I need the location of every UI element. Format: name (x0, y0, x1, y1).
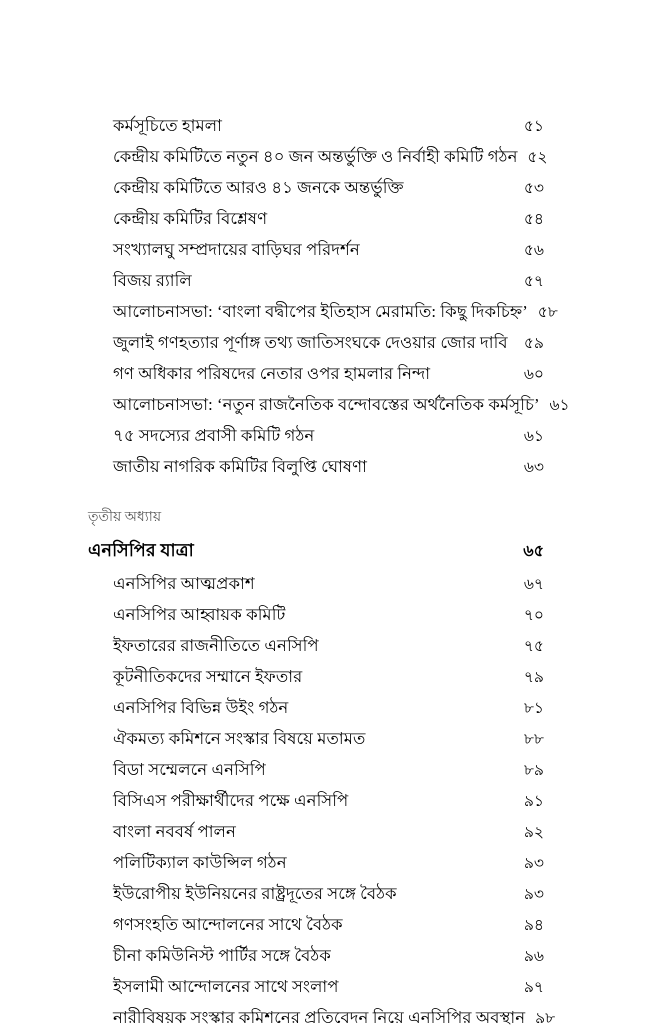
toc-entry-page-number: ৭৯ (523, 669, 544, 686)
toc-entry-title: কেন্দ্রীয় কমিটিতে আরও ৪১ জনকে অন্তর্ভুক্তি (113, 178, 404, 197)
toc-entry-row[interactable] (88, 630, 638, 661)
toc-entry-page-number: ৯৩ (523, 855, 544, 872)
toc-entry-title: গণসংহতি আন্দোলনের সাথে বৈঠক (113, 915, 343, 934)
toc-entry-title: ইউরোপীয় ইউনিয়নের রাষ্ট্রদূতের সঙ্গে বৈঠক (113, 884, 397, 903)
toc-entry-title: ইসলামী আন্দোলনের সাথে সংলাপ (113, 977, 339, 996)
toc-entry-row[interactable] (88, 234, 638, 265)
toc-entry-row[interactable] (88, 203, 638, 234)
toc-entry-page-number: ৯৭ (523, 979, 544, 996)
toc-entry-page-number: ৮১ (523, 700, 544, 717)
toc-entry-page-number: ৬১ (549, 397, 570, 414)
toc-entry-title: এনসিপির আহ্বায়ক কমিটি (113, 605, 286, 624)
toc-entry-page-number: ৫৩ (523, 180, 544, 197)
toc-entry-title: ঐকমত্য কমিশনে সংস্কার বিষয়ে মতামত (113, 729, 366, 748)
toc-entry-title: বিডা সম্মেলনে এনসিপি (113, 760, 266, 779)
toc-entry-row[interactable] (88, 878, 638, 909)
toc-entry-row[interactable] (88, 940, 638, 971)
toc-entry-page-number: ৬১ (523, 428, 544, 445)
toc-entry-title: বাংলা নববর্ষ পালন (113, 822, 236, 841)
toc-entry-page-number: ৬৩ (523, 459, 544, 476)
toc-entry-page-number: ৫৬ (523, 242, 544, 259)
toc-entry-row[interactable] (88, 110, 638, 141)
toc-entry-title: কর্মসূচিতে হামলা (113, 116, 222, 135)
toc-entry-row[interactable] (88, 420, 638, 451)
toc-entry-title: ৭৫ সদস্যের প্রবাসী কমিটি গঠন (113, 426, 315, 445)
toc-entry-row[interactable] (88, 909, 638, 940)
toc-entry-row[interactable] (88, 172, 638, 203)
toc-entry-page-number: ৫৪ (523, 211, 544, 228)
toc-entry-row[interactable] (88, 389, 638, 420)
toc-entry-row[interactable] (88, 599, 638, 630)
toc-entry-title: সংখ্যালঘু সম্প্রদায়ের বাড়িঘর পরিদর্শন (113, 240, 360, 259)
toc-entry-title: গণ অধিকার পরিষদের নেতার ওপর হামলার নিন্দা (113, 364, 431, 383)
toc-entry-title: কেন্দ্রীয় কমিটির বিশ্লেষণ (113, 209, 268, 228)
toc-entry-row[interactable] (88, 754, 638, 785)
chapter-heading-row[interactable] (88, 533, 638, 568)
toc-entry-row[interactable] (88, 723, 638, 754)
toc-entry-page-number: ৫২ (527, 149, 548, 166)
toc-entry-page-number: ৭৫ (523, 638, 544, 655)
toc-entry-title: বিসিএস পরীক্ষার্থীদের পক্ষে এনসিপি (113, 791, 349, 810)
toc-entry-page-number: ৭০ (523, 607, 544, 624)
toc-entry-title: জাতীয় নাগরিক কমিটির বিলুপ্তি ঘোষণা (113, 457, 367, 476)
toc-entry-title: পলিটিক্যাল কাউন্সিল গঠন (113, 853, 287, 872)
toc-entry-row[interactable] (88, 847, 638, 878)
toc-entry-title: নারীবিষয়ক সংস্কার কমিশনের প্রতিবেদন নিয়ে এনসিপির অবস্থান (113, 1008, 526, 1027)
toc-entry-title: বিজয় র‍্যালি (113, 271, 192, 290)
toc-entry-title: কূটনীতিকদের সম্মানে ইফতার (113, 667, 303, 686)
toc-entry-page-number: ৯৬ (523, 948, 544, 965)
toc-entry-row[interactable] (88, 296, 638, 327)
toc-entry-row[interactable] (88, 971, 638, 1002)
toc-entry-page-number: ৬৭ (523, 576, 544, 593)
toc-entry-row[interactable] (88, 265, 638, 296)
toc-entry-title: ইফতারের রাজনীতিতে এনসিপি (113, 636, 319, 655)
toc-entry-row[interactable] (88, 1002, 638, 1033)
toc-entry-title: এনসিপির আত্মপ্রকাশ (113, 574, 255, 593)
toc-entry-title: চীনা কমিউনিস্ট পার্টির সঙ্গে বৈঠক (113, 946, 331, 965)
toc-entry-page-number: ৫৮ (537, 304, 558, 321)
chapter-label: তৃতীয় অধ্যায় (88, 510, 162, 525)
toc-entry-title: কেন্দ্রীয় কমিটিতে নতুন ৪০ জন অন্তর্ভুক্তি ও নির্বাহী কমিটি গঠন (113, 147, 518, 166)
table-of-contents (88, 110, 638, 1033)
toc-entry-row[interactable] (88, 358, 638, 389)
toc-entry-page-number: ৯৪ (523, 917, 544, 934)
toc-entry-page-number: ৮৮ (523, 731, 544, 748)
toc-entry-page-number: ৯৮ (535, 1010, 556, 1027)
toc-entry-title: জুলাই গণহত্যার পূর্ণাঙ্গ তথ্য জাতিসংঘকে দেওয়ার জোর দাবি (113, 333, 508, 352)
toc-entry-page-number: ৫১ (523, 118, 544, 135)
toc-entry-page-number: ৮৯ (523, 762, 544, 779)
toc-entry-page-number: ৯৩ (523, 886, 544, 903)
toc-section-before-chapter (88, 110, 638, 482)
toc-entry-row[interactable] (88, 692, 638, 723)
toc-entry-title: এনসিপির বিভিন্ন উইং গঠন (113, 698, 289, 717)
toc-entry-page-number: ৯১ (523, 793, 544, 810)
toc-entry-title: আলোচনাসভা: ‘বাংলা বদ্বীপের ইতিহাস মেরামতি: কিছু দিকচিহ্ন’ (113, 302, 528, 321)
toc-entry-row[interactable] (88, 661, 638, 692)
toc-entry-row[interactable] (88, 785, 638, 816)
toc-entry-row[interactable] (88, 141, 638, 172)
toc-section-after-chapter (88, 568, 638, 1033)
toc-entry-title: আলোচনাসভা: ‘নতুন রাজনৈতিক বন্দোবস্তের অর্থনৈতিক কর্মসূচি’ (113, 395, 540, 414)
toc-entry-row[interactable] (88, 568, 638, 599)
toc-entry-row[interactable] (88, 816, 638, 847)
toc-entry-page-number: ৫৭ (523, 273, 544, 290)
toc-entry-page-number: ৬০ (523, 366, 544, 383)
chapter-page-number: ৬৫ (523, 543, 544, 560)
toc-entry-page-number: ৯২ (523, 824, 544, 841)
chapter-title: এনসিপির যাত্রা (88, 540, 194, 560)
toc-entry-page-number: ৫৯ (523, 335, 544, 352)
toc-entry-row[interactable] (88, 451, 638, 482)
toc-entry-row[interactable] (88, 327, 638, 358)
